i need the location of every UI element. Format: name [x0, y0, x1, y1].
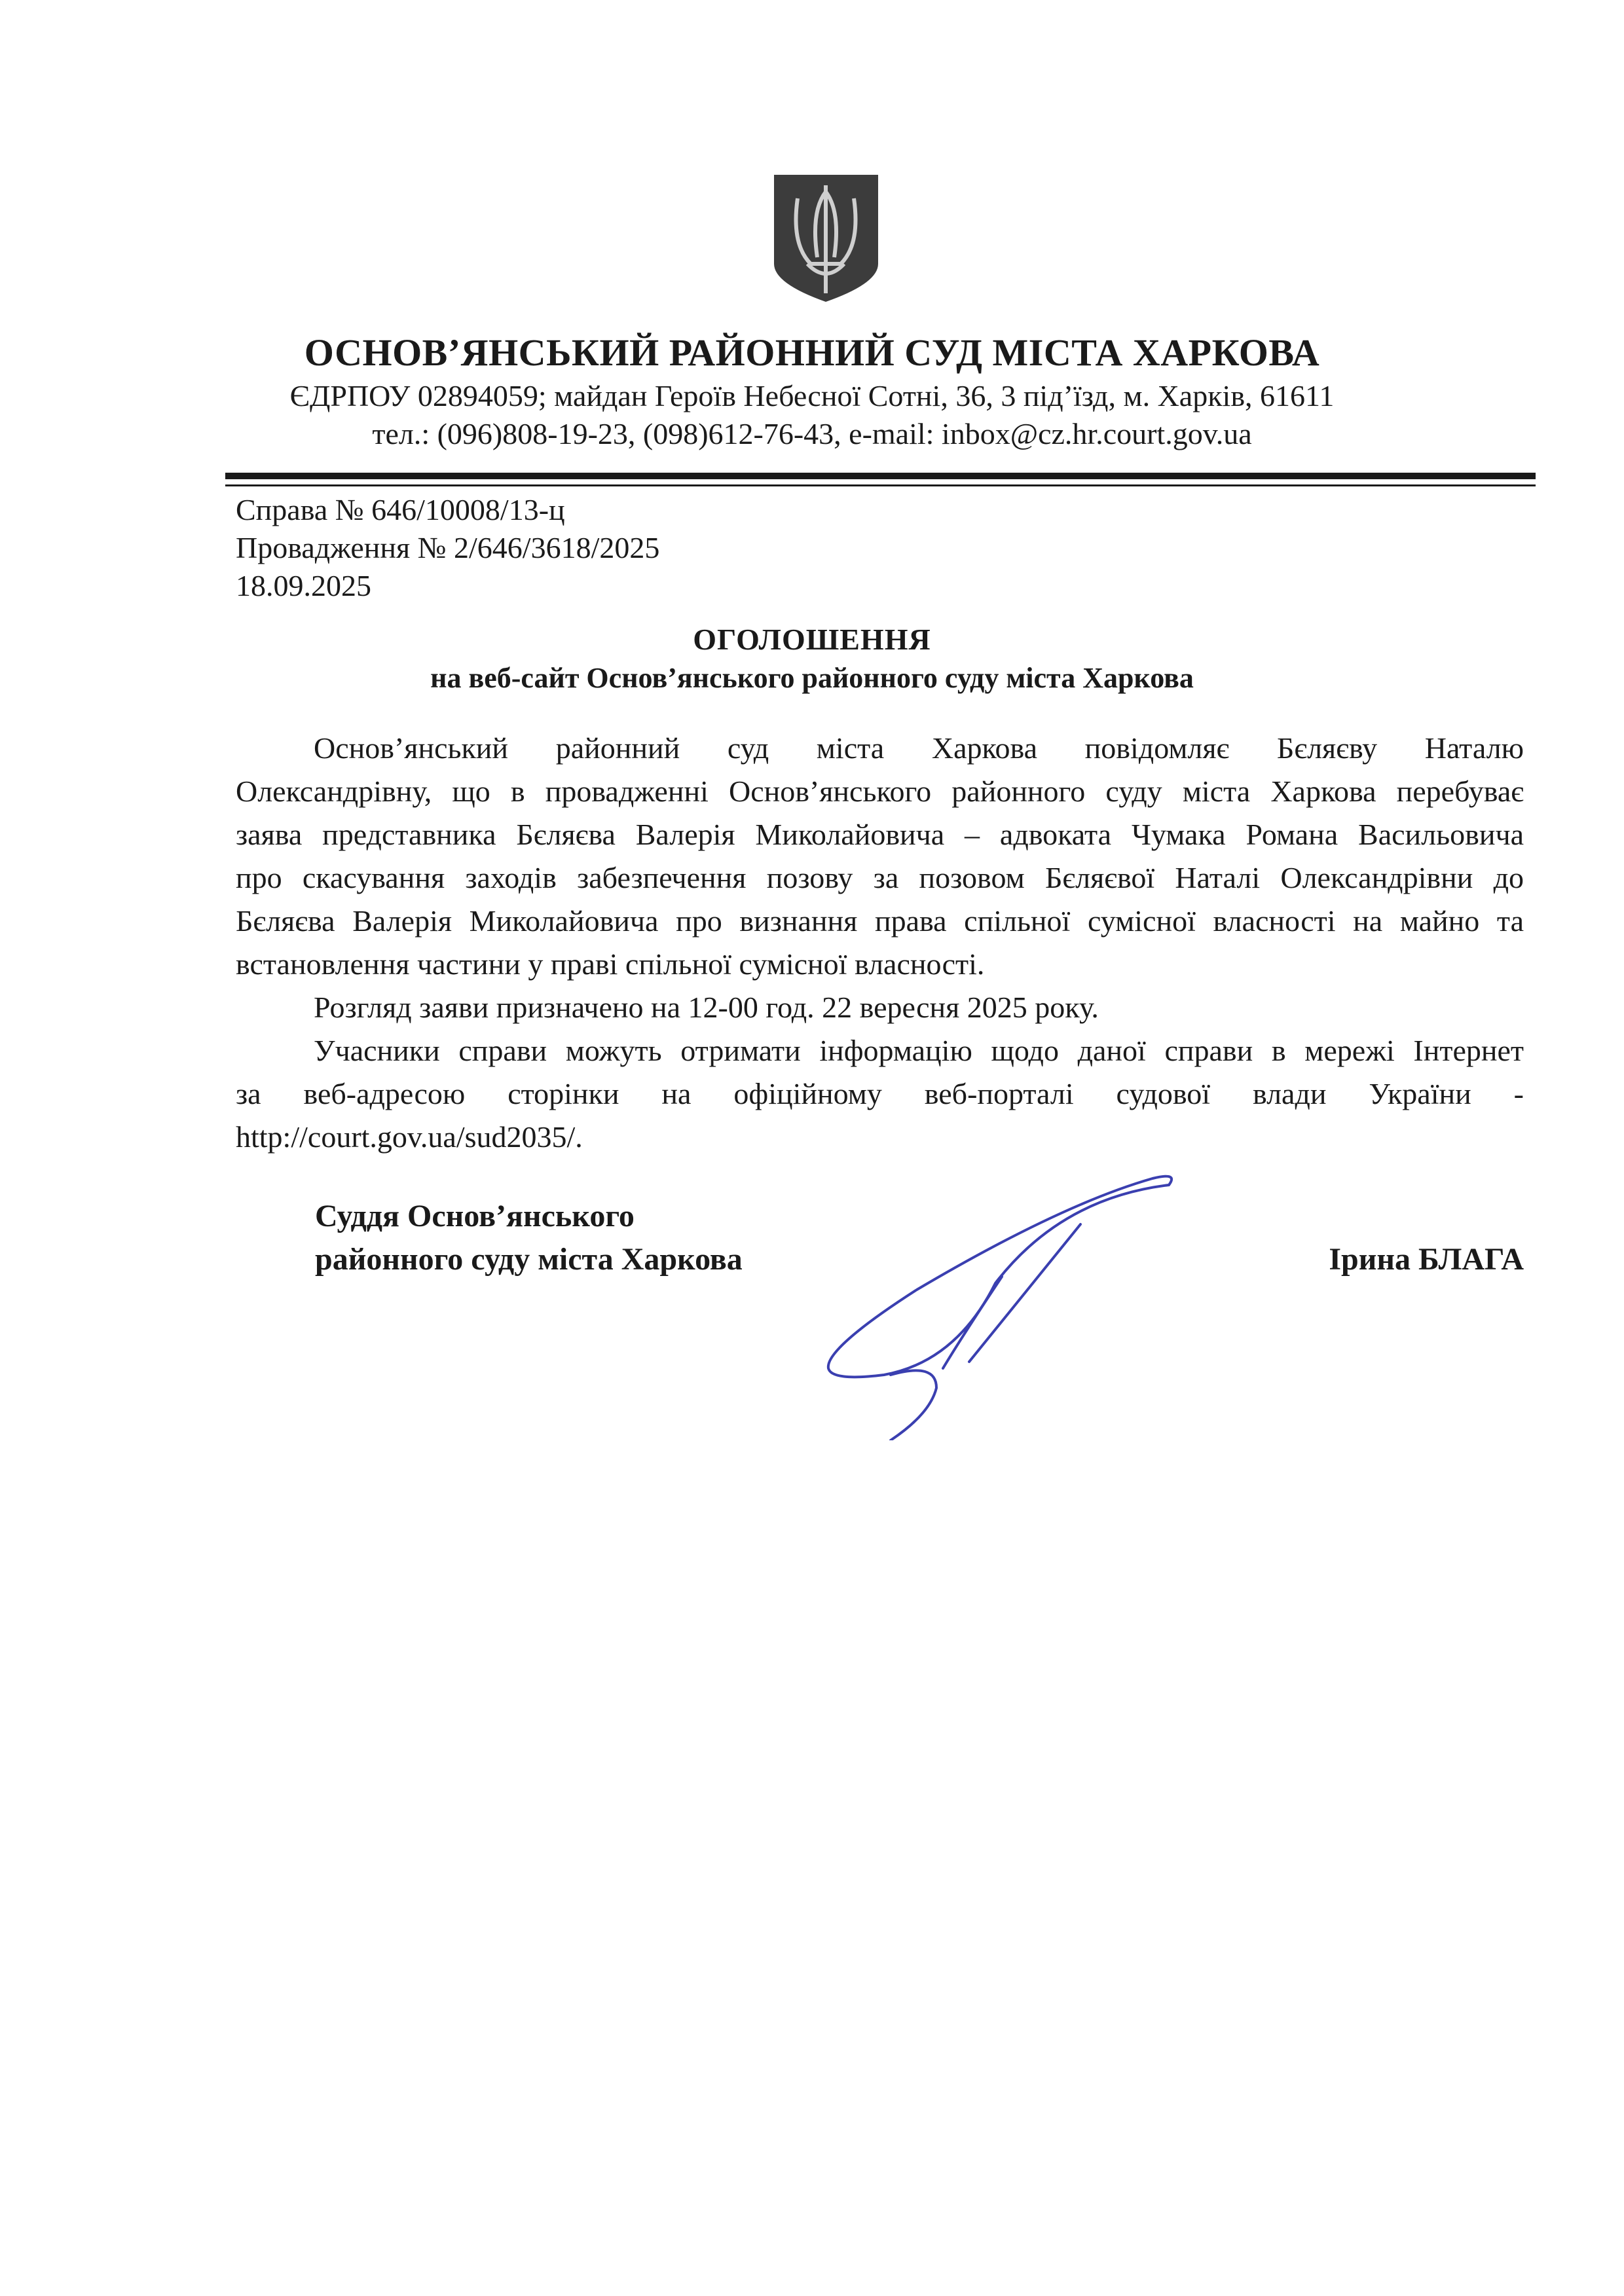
court-title: ОСНОВ’ЯНСЬКИЙ РАЙОННИЙ СУД МІСТА ХАРКОВА — [304, 331, 1320, 374]
header-divider-thick — [225, 473, 1536, 479]
body-line: Розгляд заяви призначено на 12-00 год. 22 вересня 2025 року. — [314, 991, 1099, 1024]
announcement-body — [236, 727, 1524, 1159]
body-line: Учасники справи можуть отримати інформацію щодо даної справи в мережі Інтернет — [314, 1034, 1524, 1067]
body-line: Олександрівну, що в провадженні Основ’янського районного суду міста Харкова перебуває — [236, 774, 1524, 808]
judge-position-line2: районного суду міста Харкова — [315, 1242, 743, 1277]
announcement-title: ОГОЛОШЕННЯ — [693, 623, 931, 656]
coat-of-arms-icon — [771, 172, 881, 303]
body-line: Основ’янський районний суд міста Харкова повідомляє Бєляєву Наталю — [314, 731, 1524, 765]
court-contacts: тел.: (096)808-19-23, (098)612-76-43, e-mail: inbox@cz.hr.court.gov.ua — [372, 417, 1252, 450]
proceeding-number: Провадження № 2/646/3618/2025 — [236, 531, 660, 564]
body-line[interactable]: http://court.gov.ua/sud2035/. — [236, 1120, 583, 1154]
body-line: заява представника Бєляєва Валерія Миколайовича – адвоката Чумака Романа Васильовича — [236, 818, 1524, 851]
header-divider-thin — [225, 484, 1536, 486]
document-date: 18.09.2025 — [236, 569, 371, 602]
handwritten-signature — [786, 1165, 1211, 1440]
judge-position-line1: Суддя Основ’янського — [315, 1199, 635, 1233]
court-address: ЄДРПОУ 02894059; майдан Героїв Небесної Сотні, 36, 3 під’їзд, м. Харків, 61611 — [289, 379, 1335, 412]
body-line: про скасування заходів забезпечення позову за позовом Бєляєвої Наталі Олександрівни до — [236, 861, 1524, 894]
case-number: Справа № 646/10008/13-ц — [236, 493, 565, 526]
judge-name: Ірина БЛАГА — [1329, 1242, 1524, 1277]
body-line: Бєляєва Валерія Миколайовича про визнання права спільної сумісної власності на майно та — [236, 904, 1524, 938]
announcement-subtitle: на веб-сайт Основ’янського районного суду міста Харкова — [430, 662, 1194, 694]
body-line: встановлення частини у праві спільної сумісної власності. — [236, 947, 985, 981]
body-line: за веб-адресою сторінки на офіційному веб-порталі судової влади України - — [236, 1077, 1524, 1110]
